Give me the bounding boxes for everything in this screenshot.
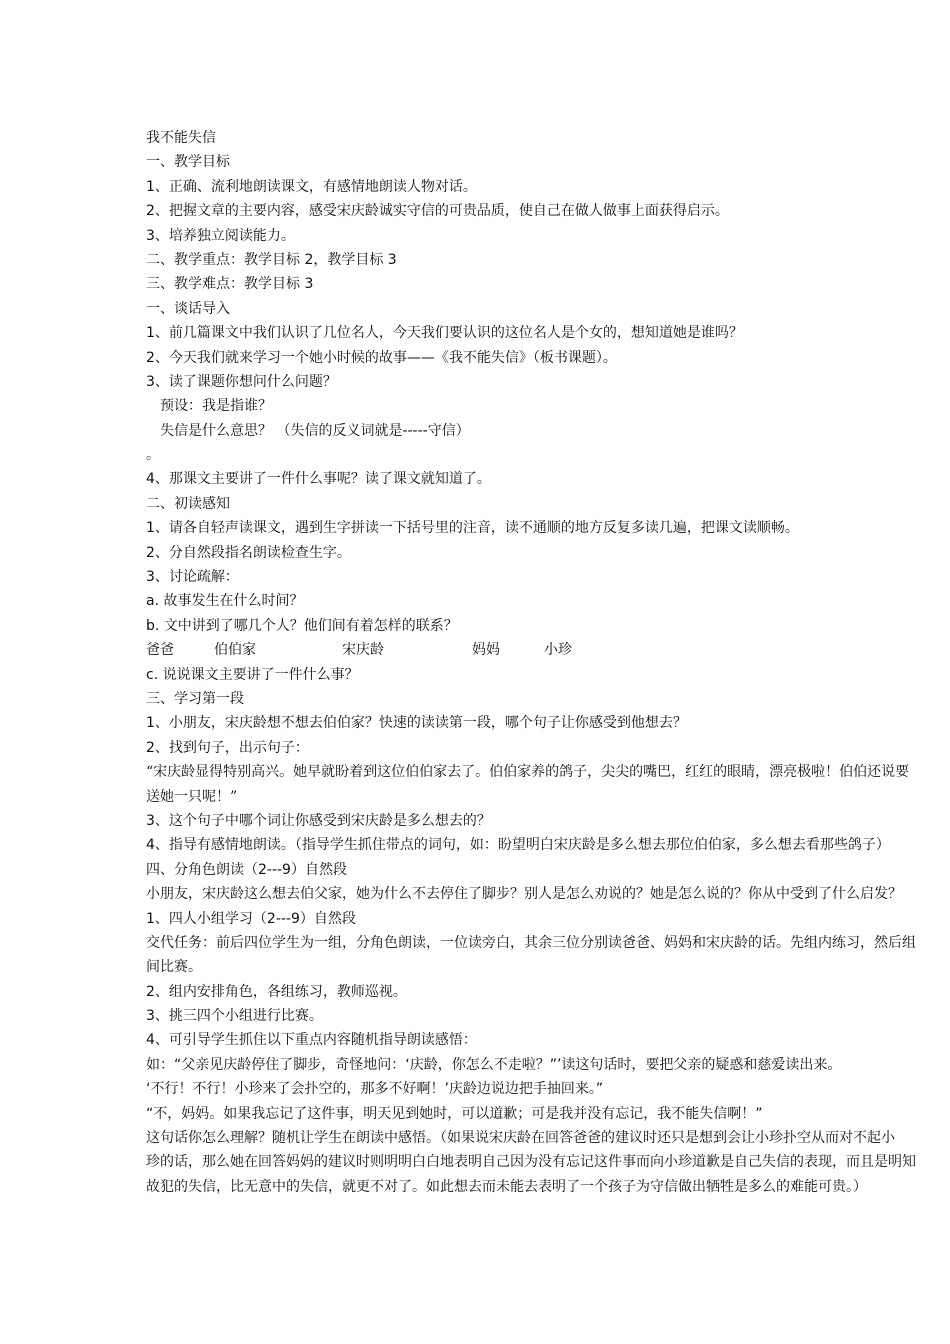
text-line: a. 故事发生在什么时间？ [146,593,304,610]
quote-line: “不，妈妈。如果我忘记了这件事，明天见到她时，可以道歉；可是我并没有忘记，我不能失信啊！” [146,1105,763,1122]
text-line: 4、那课文主要讲了一件什么事呢？读了课文就知道了。 [146,471,491,488]
document-title: 我不能失信 [146,130,216,146]
text-line: 2、找到句子，出示句子： [146,739,309,756]
objective-item: 3、培养独立阅读能力。 [146,227,295,244]
objective-item: 1、正确、流利地朗读课文，有感情地朗读人物对话。 [146,178,477,195]
text-line: 交代任务：前后四位学生为一组，分角色朗读，一位读旁白，其余三位分别读爸爸、妈妈和宋庆龄的话。先组内练习，然后组 [146,934,916,951]
text-line: 预设：我是指谁？ [160,398,272,415]
text-line: 3、这个句子中哪个词让你感受到宋庆龄是多么想去的？ [146,812,491,829]
document-body [146,126,950,1199]
text-line: 2、今天我们就来学习一个她小时候的故事——《我不能失信》（板书课题）。 [146,349,617,366]
person-label: 宋庆龄 [342,642,384,659]
text-line: 2、分自然段指名朗读检查生字。 [146,544,351,561]
section-heading: 二、初读感知 [146,495,230,512]
text-line: 小朋友，宋庆龄这么想去伯父家，她为什么不去停住了脚步？别人是怎么劝说的？她是怎么说的？你从中受到了什么启发？ [146,886,902,903]
difficulty-point: 三、教学难点：教学目标 3 [146,276,314,293]
text-line: 1、前几篇课文中我们认识了几位名人，今天我们要认识的这位名人是个女的，想知道她是谁吗？ [146,325,743,342]
text-line: 失信是什么意思？ （失信的反义词就是-----守信） [160,422,470,439]
text-line: 间比赛。 [146,959,202,976]
text-line: 珍的话，那么她在回答妈妈的建议时则明明白白地表明自己因为没有忘记这件事而向小珍道歉是自己失信的表现，而且是明知 [146,1154,916,1171]
objective-item: 2、把握文章的主要内容，感受宋庆龄诚实守信的可贵品质，使自己在做人做事上面获得启示。 [146,203,729,220]
section-heading: 一、教学目标 [146,154,230,171]
text-line: b. 文中讲到了哪几个人？他们间有着怎样的联系？ [146,617,458,634]
quote-line: 送她一只呢！” [146,788,238,805]
section-heading: 三、学习第一段 [146,690,244,707]
text-line: 4、指导有感情地朗读。（指导学生抓住带点的词句，如：盼望明白宋庆龄是多么想去那位伯伯家，多么想去看那些鸽子） [146,837,890,854]
text-line: 3、读了课题你想问什么问题？ [146,373,337,390]
text-line: 1、小朋友，宋庆龄想不想去伯伯家？快速的读读第一段，哪个句子让你感受到他想去？ [146,715,687,732]
quote-line: 如：“父亲见庆龄停住了脚步，奇怪地问：‘庆龄，你怎么不走啦？”’读这句话时，要把父亲的疑惑和慈爱读出来。 [146,1056,842,1073]
text-line: 2、组内安排角色，各组练习，教师巡视。 [146,983,407,1000]
text-line: 1、四人小组学习（2---9）自然段 [146,910,356,927]
section-heading: 四、分角色朗读（2---9）自然段 [146,861,347,878]
text-line: c. 说说课文主要讲了一件什么事？ [146,666,359,683]
text-line: 这句话你怎么理解？随机让学生在朗读中感悟。（如果说宋庆龄在回答爸爸的建议时还只是想到会让小珍扑空从而对不起小 [146,1130,895,1147]
person-label: 伯伯家 [214,642,256,659]
text-line: 4、可引导学生抓住以下重点内容随机指导朗读感悟： [146,1032,477,1049]
text-line: 故犯的失信，比无意中的失信，就更不对了。如此想去而未能去表明了一个孩子为守信做出牺牲是多么的难能可贵。） [146,1178,867,1195]
key-point: 二、教学重点：教学目标 2，教学目标 3 [146,251,397,268]
person-label: 妈妈 [472,642,500,659]
section-heading: 一、谈话导入 [146,300,230,317]
person-label: 爸爸 [146,642,174,659]
text-line: 。 [146,447,160,464]
text-line: 1、请各自轻声读课文，遇到生字拼读一下括号里的注音，读不通顺的地方反复多读几遍，把课文读顺畅。 [146,520,799,537]
person-label: 小珍 [544,642,572,659]
quote-line: “宋庆龄显得特别高兴。她早就盼着到这位伯伯家去了。伯伯家养的鸽子，尖尖的嘴巴，红红的眼睛，漂亮极啦！伯伯还说要 [146,764,910,781]
people-row [146,638,950,662]
quote-line: ‘不行！不行！小珍来了会扑空的，那多不好啊！’庆龄边说边把手抽回来。” [146,1081,604,1098]
text-line: 3、讨论疏解： [146,569,239,586]
text-line: 3、挑三四个小组进行比赛。 [146,1008,323,1025]
